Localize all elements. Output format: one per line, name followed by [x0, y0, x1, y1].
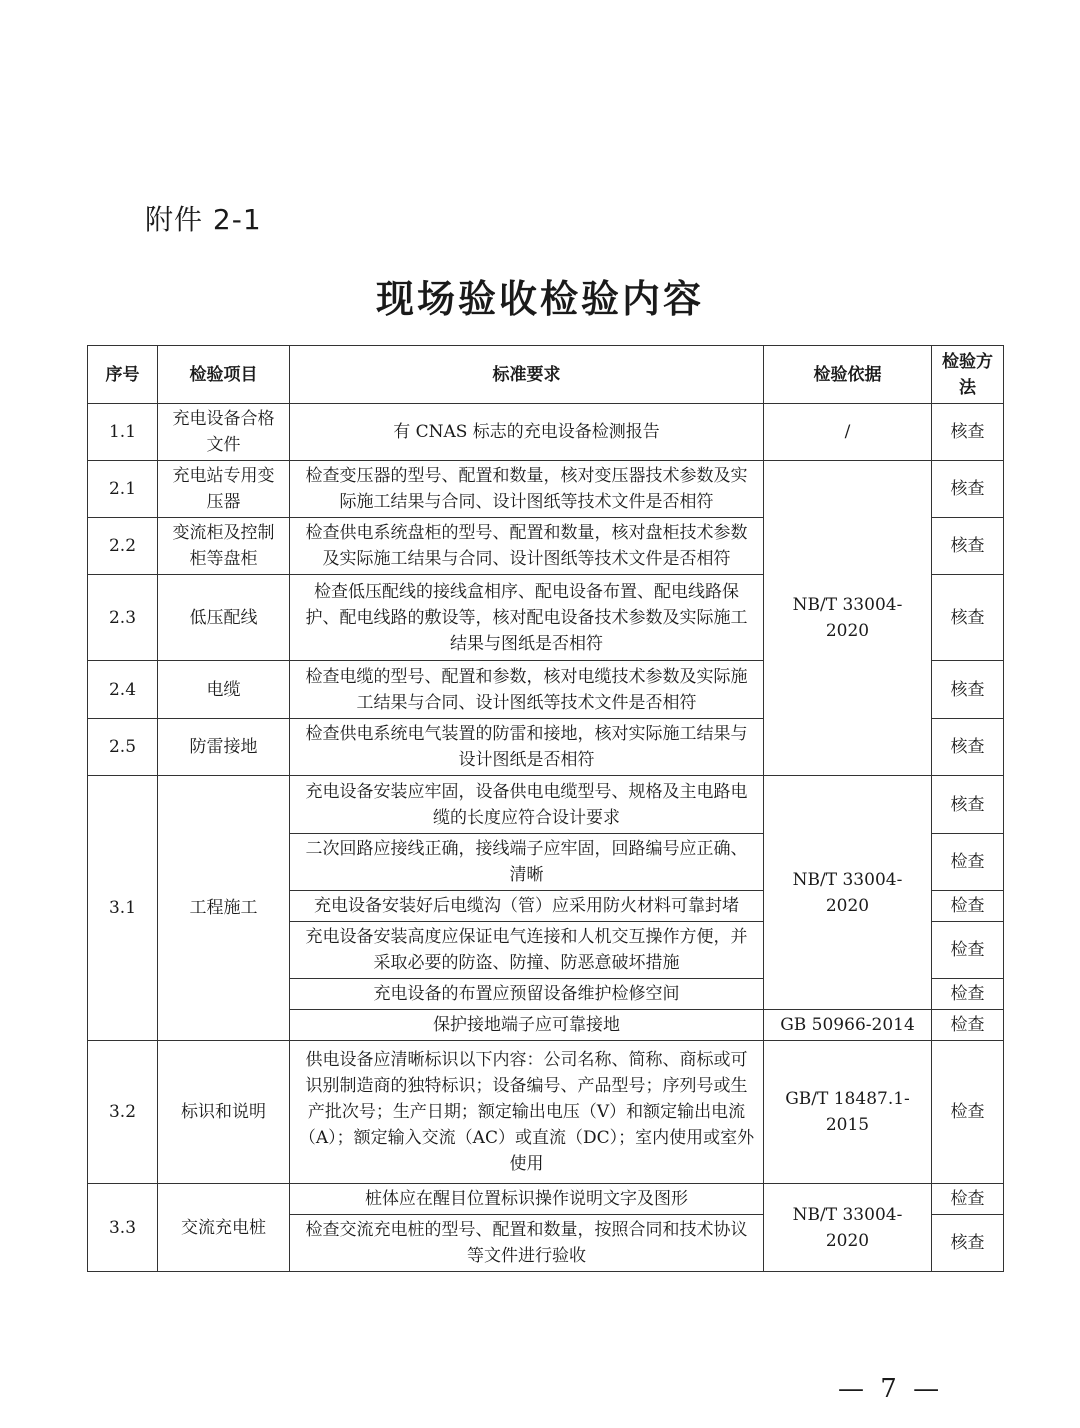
row-requirement: 检查电缆的型号、配置和参数，核对电缆技术参数及实际施工结果与合同、设计图纸等技术文件是否相符 — [290, 661, 764, 719]
row-basis: NB/T 33004-2020 — [764, 461, 932, 776]
row-no: 2.3 — [88, 575, 158, 661]
header-item: 检验项目 — [158, 346, 290, 404]
row-item: 标识和说明 — [158, 1041, 290, 1184]
row-no: 2.1 — [88, 461, 158, 518]
table-header-row — [88, 346, 1004, 404]
table-row — [88, 1184, 1004, 1215]
row-method: 检查 — [932, 891, 1004, 922]
table-row — [88, 776, 1004, 834]
row-requirement: 桩体应在醒目位置标识操作说明文字及图形 — [290, 1184, 764, 1215]
row-method: 核查 — [932, 1215, 1004, 1272]
row-item: 充电设备合格文件 — [158, 404, 290, 461]
row-requirement: 二次回路应接线正确，接线端子应牢固，回路编号应正确、清晰 — [290, 834, 764, 891]
row-item: 工程施工 — [158, 776, 290, 1041]
row-method: 检查 — [932, 1041, 1004, 1184]
row-item: 低压配线 — [158, 575, 290, 661]
row-basis: GB/T 18487.1-2015 — [764, 1041, 932, 1184]
row-no: 3.2 — [88, 1041, 158, 1184]
row-requirement: 检查交流充电桩的型号、配置和数量，按照合同和技术协议等文件进行验收 — [290, 1215, 764, 1272]
row-item: 防雷接地 — [158, 719, 290, 776]
row-requirement: 充电设备的布置应预留设备维护检修空间 — [290, 979, 764, 1010]
row-method: 核查 — [932, 518, 1004, 575]
row-basis: / — [764, 404, 932, 461]
row-requirement: 充电设备安装好后电缆沟（管）应采用防火材料可靠封堵 — [290, 891, 764, 922]
header-requirement: 标准要求 — [290, 346, 764, 404]
row-requirement: 保护接地端子应可靠接地 — [290, 1010, 764, 1041]
header-no: 序号 — [88, 346, 158, 404]
row-requirement: 有 CNAS 标志的充电设备检测报告 — [290, 404, 764, 461]
header-basis: 检验依据 — [764, 346, 932, 404]
row-no: 2.5 — [88, 719, 158, 776]
page-title: 现场验收检验内容 — [375, 277, 704, 321]
row-requirement: 供电设备应清晰标识以下内容：公司名称、简称、商标或可识别制造商的独特标识；设备编号、产品型号；序列号或生产批次号；生产日期；额定输出电压（V）和额定输出电流（A）；额定输入交流（AC）或直流（DC）；室内使用或室外使用 — [290, 1041, 764, 1184]
inspection-table — [87, 345, 1004, 1272]
page-number: — 7 — — [838, 1374, 944, 1404]
row-requirement: 充电设备安装高度应保证电气连接和人机交互操作方便，并采取必要的防盗、防撞、防恶意破坏措施 — [290, 922, 764, 979]
row-no: 2.2 — [88, 518, 158, 575]
table-row — [88, 461, 1004, 518]
header-method: 检验方法 — [932, 346, 1004, 404]
row-requirement: 检查变压器的型号、配置和数量，核对变压器技术参数及实际施工结果与合同、设计图纸等技术文件是否相符 — [290, 461, 764, 518]
row-method: 核查 — [932, 461, 1004, 518]
table-row — [88, 404, 1004, 461]
row-method: 核查 — [932, 776, 1004, 834]
row-basis: GB 50966-2014 — [764, 1010, 932, 1041]
row-method: 检查 — [932, 1010, 1004, 1041]
row-no: 2.4 — [88, 661, 158, 719]
row-item: 交流充电桩 — [158, 1184, 290, 1272]
row-method: 检查 — [932, 922, 1004, 979]
row-method: 核查 — [932, 661, 1004, 719]
row-requirement: 检查供电系统盘柜的型号、配置和数量，核对盘柜技术参数及实际施工结果与合同、设计图纸等技术文件是否相符 — [290, 518, 764, 575]
row-basis: NB/T 33004-2020 — [764, 1184, 932, 1272]
row-requirement: 检查低压配线的接线盒相序、配电设备布置、配电线路保护、配电线路的敷设等，核对配电设备技术参数及实际施工结果与图纸是否相符 — [290, 575, 764, 661]
row-method: 核查 — [932, 404, 1004, 461]
row-method: 检查 — [932, 1184, 1004, 1215]
row-item: 充电站专用变压器 — [158, 461, 290, 518]
row-basis: NB/T 33004-2020 — [764, 776, 932, 1010]
row-method: 检查 — [932, 979, 1004, 1010]
row-requirement: 充电设备安装应牢固，设备供电电缆型号、规格及主电路电缆的长度应符合设计要求 — [290, 776, 764, 834]
attachment-label: 附件 2-1 — [145, 203, 262, 236]
row-item: 变流柜及控制柜等盘柜 — [158, 518, 290, 575]
row-no: 1.1 — [88, 404, 158, 461]
row-item: 电缆 — [158, 661, 290, 719]
row-method: 检查 — [932, 834, 1004, 891]
row-method: 核查 — [932, 575, 1004, 661]
table-row — [88, 1041, 1004, 1184]
row-no: 3.1 — [88, 776, 158, 1041]
row-method: 核查 — [932, 719, 1004, 776]
row-requirement: 检查供电系统电气装置的防雷和接地，核对实际施工结果与设计图纸是否相符 — [290, 719, 764, 776]
row-no: 3.3 — [88, 1184, 158, 1272]
